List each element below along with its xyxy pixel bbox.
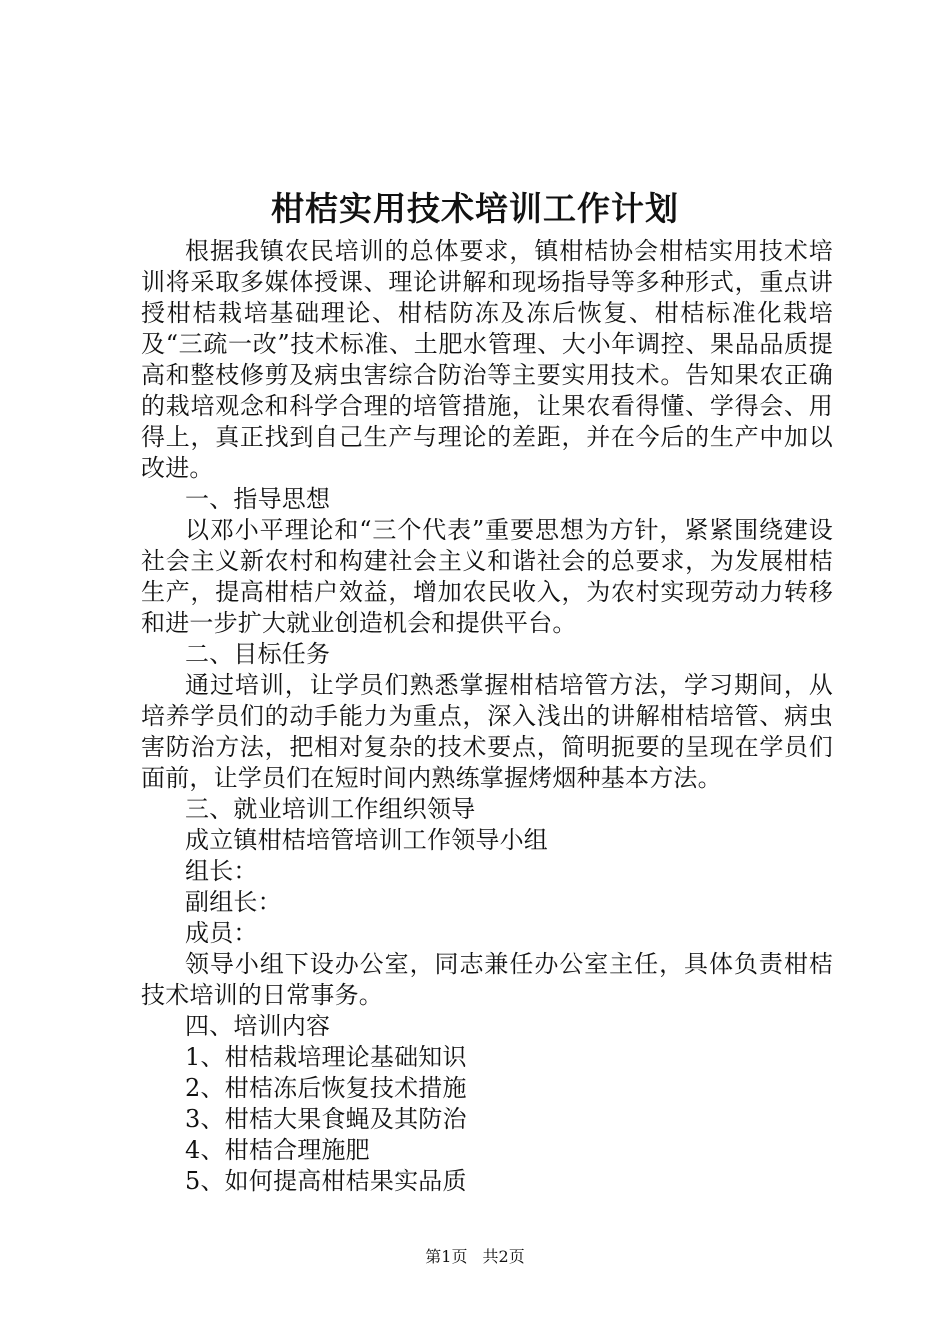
- document-body: [141, 236, 833, 1197]
- section-heading-organization: 三、就业培训工作组织领导: [185, 795, 476, 823]
- list-item: 5、如何提高柑桔果实品质: [185, 1167, 467, 1195]
- intro-paragraph: 根据我镇农民培训的总体要求，镇柑桔协会柑桔实用技术培训将采取多媒体授课、理论讲解和现场指导等多种形式，重点讲授柑桔栽培基础理论、柑桔防冻及冻后恢复、柑桔标准化栽培及“三疏一改”技术标准、土肥水管理、大小年调控、果品品质提高和整枝修剪及病虫害综合防治等主要实用技术。告知果农正确的栽培观念和科学合理的培管措施，让果农看得懂、学得会、用得上，真正找到自己生产与理论的差距，并在今后的生产中加以改进。: [141, 237, 833, 482]
- section-heading-training-content: 四、培训内容: [185, 1012, 331, 1040]
- section-heading-goals: 二、目标任务: [185, 640, 331, 668]
- goals-paragraph: 通过培训，让学员们熟悉掌握柑桔培管方法，学习期间，从培养学员们的动手能力为重点，深入浅出的讲解柑桔培管、病虫害防治方法，把相对复杂的技术要点，简明扼要的呈现在学员们面前，让学员们在短时间内熟练掌握烤烟种基本方法。: [141, 671, 833, 792]
- guiding-ideology-paragraph: 以邓小平理论和“三个代表”重要思想为方针，紧紧围绕建设社会主义新农村和构建社会主义和谐社会的总要求，为发展柑桔生产，提高柑桔户效益，增加农民收入，为农村实现劳动力转移和进一步扩大就业创造机会和提供平台。: [141, 516, 833, 637]
- deputy-leader-line: 副组长：: [185, 888, 282, 916]
- members-line: 成员：: [185, 919, 258, 947]
- list-item: 1、柑桔栽培理论基础知识: [185, 1043, 467, 1071]
- document-title: 柑桔实用技术培训工作计划: [271, 189, 679, 228]
- section-heading-guiding-ideology: 一、指导思想: [185, 485, 331, 513]
- page-total: 共2页: [482, 1247, 525, 1266]
- organization-line: 成立镇柑桔培管培训工作领导小组: [185, 826, 548, 854]
- office-paragraph: 领导小组下设办公室，同志兼任办公室主任，具体负责柑桔技术培训的日常事务。: [141, 950, 833, 1009]
- list-item: 2、柑桔冻后恢复技术措施: [185, 1074, 467, 1102]
- page-number: 第1页: [425, 1247, 468, 1266]
- team-leader-line: 组长：: [185, 857, 258, 885]
- page-footer: [0, 1246, 950, 1268]
- list-item: 4、柑桔合理施肥: [185, 1136, 370, 1164]
- list-item: 3、柑桔大果食蝇及其防治: [185, 1105, 467, 1133]
